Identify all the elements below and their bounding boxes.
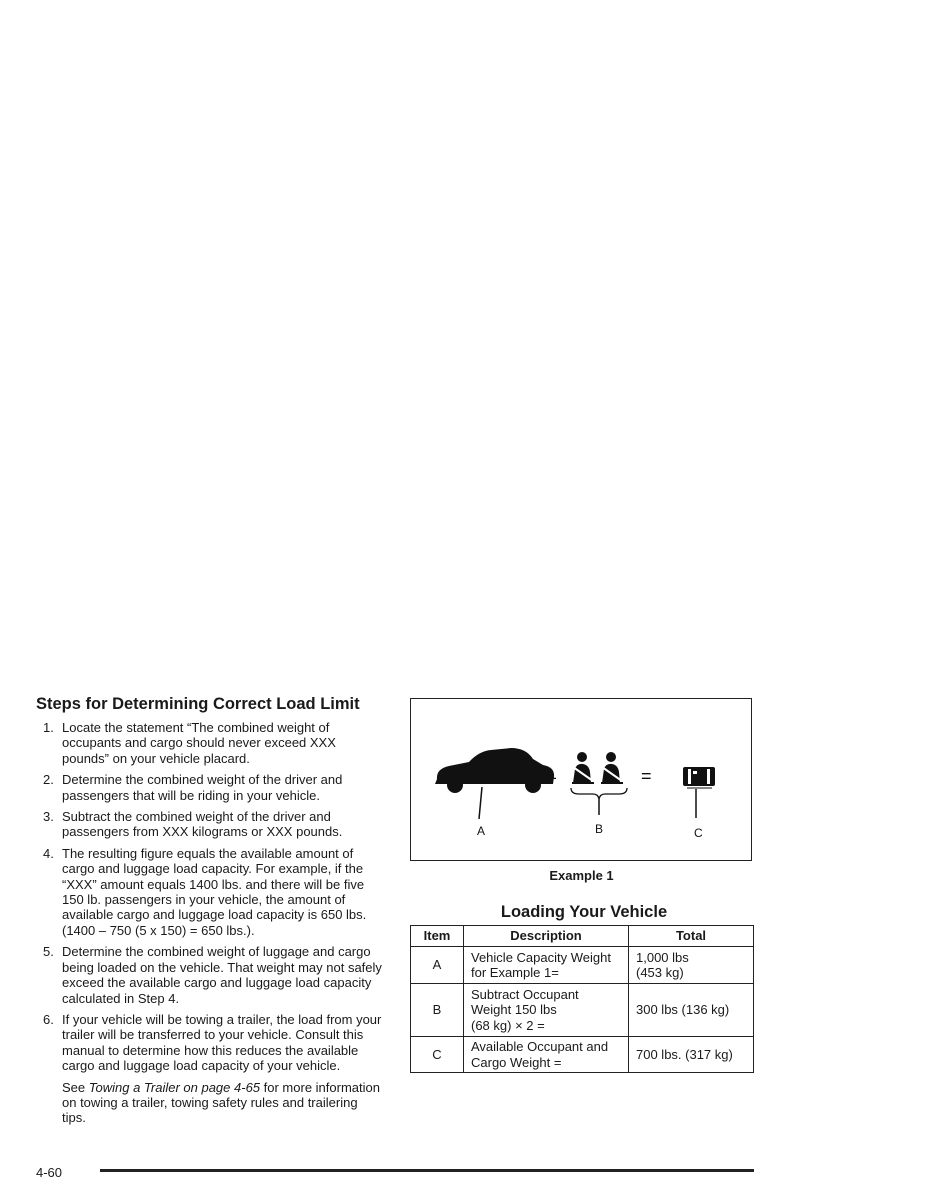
- step-item: [36, 809, 382, 840]
- cell-item: A: [411, 947, 464, 984]
- example-figure: [410, 698, 752, 861]
- table-row: [411, 984, 754, 1037]
- desc-line: for Example 1=: [471, 965, 559, 980]
- desc-line: Cargo Weight =: [471, 1054, 562, 1070]
- step-item: [36, 1012, 382, 1074]
- occupant-icon: [601, 752, 623, 783]
- step-number: 5.: [43, 944, 54, 960]
- steps-list: [36, 720, 382, 1074]
- figure-caption: Example 1: [549, 868, 614, 883]
- desc-line: Weight 150 lbs: [471, 1002, 557, 1018]
- header-description: Description: [464, 926, 629, 947]
- step-number: 3.: [43, 809, 54, 825]
- step-text: Subtract the combined weight of the driver and passengers from XXX kilograms or XXX pounds.: [62, 809, 343, 840]
- total-line: 1,000 lbs: [636, 949, 689, 965]
- cell-description: [464, 984, 629, 1037]
- desc-line: Available Occupant and: [471, 1039, 609, 1055]
- cell-item: C: [411, 1037, 464, 1073]
- step-number: 2.: [43, 772, 54, 788]
- loading-table: [410, 925, 754, 1073]
- label-b: B: [595, 822, 604, 836]
- step-text: If your vehicle will be towing a trailer, the load from your trailer will be transferred to your vehicle. Consult this manual to determine how this reduces the available cargo and luggage load capacity of your vehicle.: [62, 1011, 382, 1074]
- car-icon: [435, 748, 557, 793]
- section-title: Steps for Determining Correct Load Limit: [36, 695, 360, 713]
- table-header-row: [411, 926, 754, 947]
- step-text: Locate the statement “The combined weight of occupants and cargo should never exceed XXX pounds” on your vehicle placard.: [62, 720, 336, 766]
- cell-item: B: [411, 984, 464, 1037]
- label-a: A: [477, 824, 486, 838]
- total-line: (453 kg): [636, 965, 684, 980]
- step-item: [36, 846, 382, 938]
- step-item: [36, 772, 382, 803]
- label-c: C: [694, 826, 703, 840]
- step-text: The resulting figure equals the available amount of cargo and luggage load capacity. For example, if the “XXX” amount equals 1400 lbs. and there will be five 150 lb. passengers in your vehicle, the amount of available cargo and luggage load capacity is 650 lbs. (1400 – 750 (5 x 150) = 650 lbs.).: [62, 845, 367, 938]
- cell-description: [464, 947, 629, 984]
- luggage-icon: [683, 767, 715, 788]
- desc-line: Subtract Occupant: [471, 986, 579, 1002]
- header-item: Item: [411, 926, 464, 947]
- cell-total: [629, 947, 754, 984]
- header-total: Total: [629, 926, 754, 947]
- step-number: 1.: [43, 720, 54, 735]
- table-title: Loading Your Vehicle: [500, 903, 668, 921]
- cell-description: [464, 1037, 629, 1073]
- footer-divider: [100, 1169, 754, 1172]
- brace-b: [571, 788, 627, 799]
- step-text: Determine the combined weight of the driver and passengers that will be riding in your vehicle.: [62, 772, 343, 803]
- pointer-line-a: [479, 787, 482, 819]
- cell-total: [629, 984, 754, 1037]
- figure-illustration: [411, 699, 753, 862]
- step-text: Determine the combined weight of luggage and cargo being loaded on the vehicle. That weight may not safely exceed the available cargo and luggage load capacity calculated in Step 4.: [62, 944, 382, 1006]
- desc-line: (68 kg) × 2 =: [471, 1017, 545, 1033]
- total-line: 700 lbs. (317 kg): [636, 1046, 733, 1062]
- step-item: [36, 720, 382, 766]
- minus-sign: –: [546, 767, 557, 787]
- desc-line: Vehicle Capacity Weight: [471, 949, 611, 965]
- step-number: 4.: [43, 845, 54, 861]
- cross-reference-link[interactable]: Towing a Trailer on page 4-65: [88, 1079, 261, 1095]
- left-column: [36, 694, 382, 1126]
- table-row: [411, 1037, 754, 1073]
- table-row: [411, 947, 754, 984]
- see-note: [36, 1080, 382, 1126]
- see-suffix: for more information on towing a trailer, towing safety rules and trailering tips.: [62, 1079, 380, 1126]
- equals-sign: =: [641, 766, 652, 786]
- cell-total: [629, 1037, 754, 1073]
- step-number: 6.: [43, 1011, 54, 1027]
- step-item: [36, 944, 382, 1006]
- see-prefix: See: [62, 1079, 89, 1095]
- page-number: 4-60: [36, 1165, 63, 1180]
- total-line: 300 lbs (136 kg): [636, 1002, 730, 1018]
- occupant-icon: [572, 752, 594, 783]
